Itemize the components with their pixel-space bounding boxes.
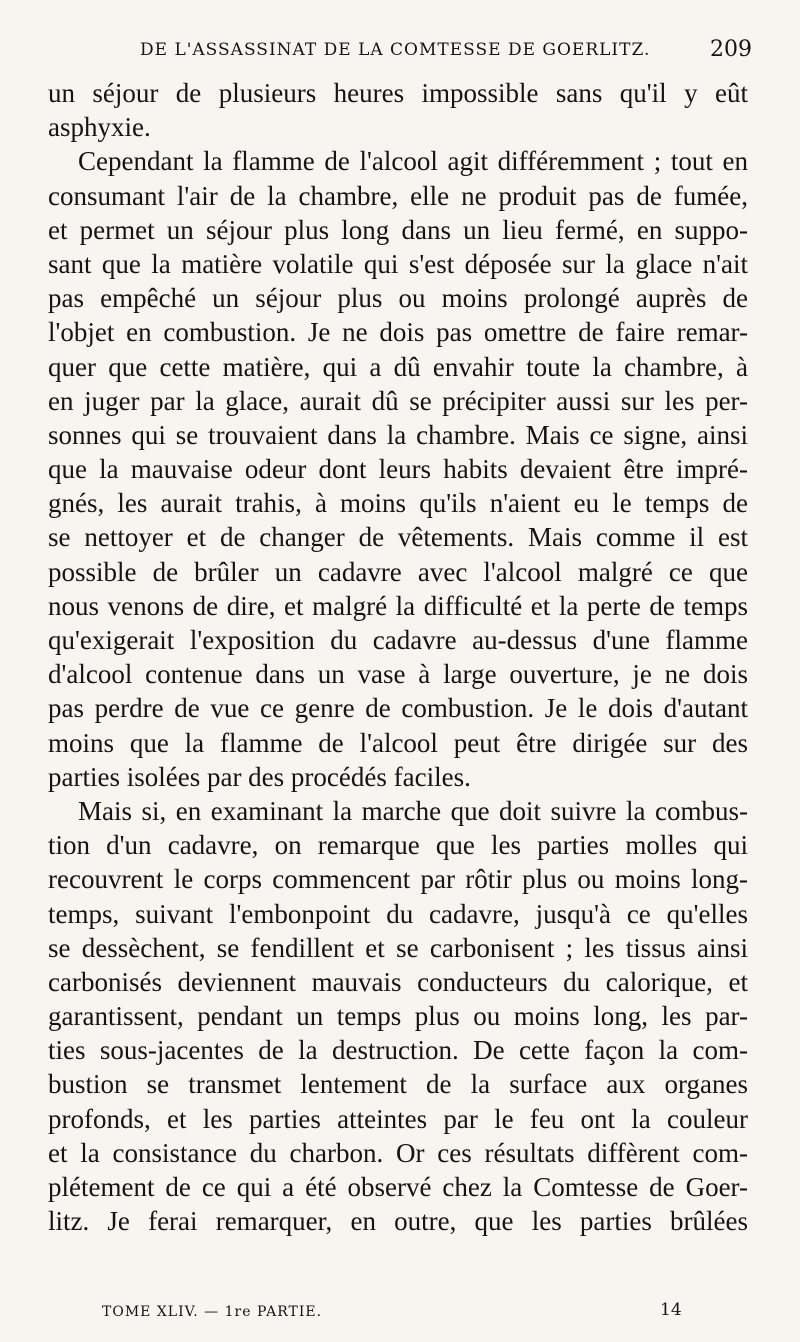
signature-mark: 14 [660,1300,682,1320]
text-line: et permet un séjour plus long dans un lieu fermé, en suppo- [48,214,748,245]
text-line: asphyxie. [48,112,151,143]
text-line: moins que la flamme de l'alcool peut être dirigée sur des [48,727,748,758]
text-line: bustion se transmet lentement de la surface aux organes [48,1069,748,1100]
text-line: garantissent, pendant un temps plus ou moins long, les par- [48,1001,748,1032]
text-line: qu'exigerait l'exposition du cadavre au-dessus d'une flamme [48,625,748,655]
text-line: en juger par la glace, aurait dû se précipiter aussi sur les per- [48,385,748,416]
text-line: temps, suivant l'embonpoint du cadavre, jusqu'à ce qu'elles [48,898,748,929]
text-line: plétement de ce qui a été observé chez la Comtesse de Goer- [48,1172,748,1202]
text-line: litz. Je ferai remarquer, en outre, que les parties brûlées [48,1206,748,1237]
text-line: carbonisés deviennent mauvais conducteurs du calorique, et [48,966,748,997]
text-line: que la mauvaise odeur dont leurs habits devaient être impré- [48,454,748,485]
text-line: se nettoyer et de changer de vêtements. Mais comme il est [48,522,748,553]
text-line: l'objet en combustion. Je ne dois pas omettre de faire remar- [48,317,748,348]
paragraph-start-line: Mais si, en examinant la marche que doit suivre la combus- [78,795,748,826]
running-title: DE L'ASSASSINAT DE LA COMTESSE DE GOERLITZ. [140,40,651,60]
text-line: se dessèchent, se fendillent et se carbonisent ; les tissus ainsi [48,932,748,963]
text-line: un séjour de plusieurs heures impossible sans qu'il y eût [48,78,748,108]
page-number: 209 [710,37,752,62]
text-line: nous venons de dire, et malgré la difficulté et la perte de temps [48,590,748,621]
volume-part-label: TOME XLIV. — 1re PARTIE. [102,1304,323,1320]
running-header [0,37,800,70]
text-line: parties isolées par des procédés faciles. [48,761,471,792]
text-line: pas empêché un séjour plus ou moins prolongé auprès de [48,283,748,314]
text-line: tion d'un cadavre, on remarque que les parties molles qui [48,830,748,861]
text-line: sonnes qui se trouvaient dans la chambre. Mais ce signe, ainsi [48,419,748,450]
page-footer [0,1300,800,1328]
body-text [48,76,748,1238]
text-line: consumant l'air de la chambre, elle ne produit pas de fumée, [48,180,748,211]
text-line: sant que la matière volatile qui s'est déposée sur la glace n'ait [48,248,748,279]
paragraph-start-line: Cependant la flamme de l'alcool agit différemment ; tout en [78,146,748,177]
text-line: profonds, et les parties atteintes par le feu ont la couleur [48,1103,748,1134]
text-line: d'alcool contenue dans un vase à large ouverture, je ne dois [48,659,748,690]
text-line: pas perdre de vue ce genre de combustion. Je le dois d'autant [48,693,748,724]
text-line: possible de brûler un cadavre avec l'alcool malgré ce que [48,556,748,587]
text-line: gnés, les aurait trahis, à moins qu'ils n'aient eu le temps de [48,488,748,519]
text-line: ties sous-jacentes de la destruction. De cette façon la com- [48,1035,748,1066]
text-line: recouvrent le corps commencent par rôtir plus ou moins long- [48,864,748,895]
text-line: et la consistance du charbon. Or ces résultats diffèrent com- [48,1137,748,1168]
text-line: quer que cette matière, qui a dû envahir toute la chambre, à [48,351,748,382]
